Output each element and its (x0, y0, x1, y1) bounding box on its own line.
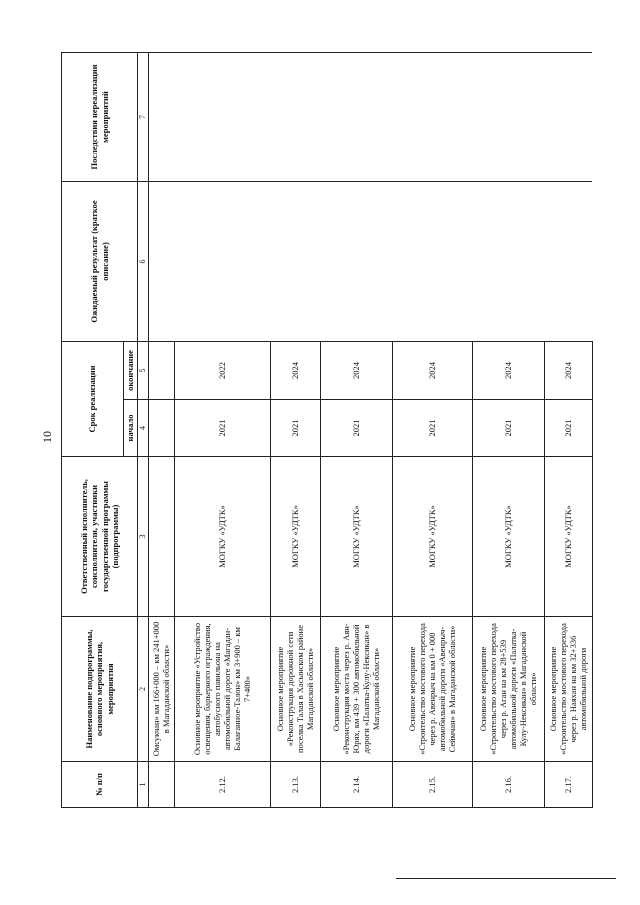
row-end: 2024 (392, 342, 472, 400)
header-name: Наименование подпрограммы, основного мероприятия, мероприятия (62, 617, 138, 762)
row-executor: МОГКУ «УДТК» (270, 457, 320, 617)
col-number-2: 2 (138, 617, 149, 762)
col-number-3: 3 (138, 457, 149, 617)
continuation-row (148, 53, 174, 808)
row-start: 2021 (320, 400, 392, 457)
page-number: 10 (40, 431, 54, 443)
row-num: 2.17. (544, 762, 592, 808)
row-end: 2024 (544, 342, 592, 400)
row-executor: МОГКУ «УДТК» (174, 457, 270, 617)
row-end: 2022 (174, 342, 270, 400)
continuation-executor (148, 457, 174, 617)
col-number-5: 5 (138, 342, 149, 400)
row-executor: МОГКУ «УДТК» (320, 457, 392, 617)
header-executor: Ответственный исполнитель, соисполнители, участники государственной программы (подпрограммы) (62, 457, 138, 617)
row-num: 2.16. (472, 762, 544, 808)
row-start: 2021 (392, 400, 472, 457)
row-name: Основное мероприятие «Устройство освещения, барьерного ограждения, автобусного павильона на автомобильной дороге «Магадан-Балаганное-Талон» км 3+900 – км 7+400» (174, 617, 270, 762)
continuation-start (148, 400, 174, 457)
row-name: Основное мероприятие «Реконструкция моста через р. Аян-Юрях, км 439 + 300 автомобильной дороги «Палатка-Кулу-Нексикан» в Магаданской области» (320, 617, 392, 762)
col-number-4: 4 (138, 400, 149, 457)
row-name: Основное мероприятие «Строительство мостового перехода через р. Аган на км 28+539 автомобильной дороги «Палатка-Кулу-Нексикан» в Магаданской области» (472, 617, 544, 762)
row-num: 2.14. (320, 762, 392, 808)
row-start: 2021 (174, 400, 270, 457)
col-number-7: 7 (138, 53, 149, 182)
col-number-1: 1 (138, 762, 149, 808)
continuation-end (148, 342, 174, 400)
row-num: 2.13. (270, 762, 320, 808)
header-row (62, 53, 124, 808)
row-end: 2024 (270, 342, 320, 400)
header-start: начало (124, 400, 138, 457)
header-num: № п/п (62, 762, 138, 808)
row-name: Основное мероприятие «Строительство мостового перехода через р. Наяхан на км 32+336 автомобильной дороги (544, 617, 592, 762)
row-executor: МОГКУ «УДТК» (544, 457, 592, 617)
footer-rule (396, 878, 616, 879)
row-name: Основное мероприятие «Реконструкция дорожной сети поселка Талая в Хасынском районе Магаданской области» (270, 617, 320, 762)
row-executor: МОГКУ «УДТК» (472, 457, 544, 617)
header-consequences: Последствия нереализации мероприятий (62, 53, 138, 182)
row-num: 2.15. (392, 762, 472, 808)
row-end: 2024 (320, 342, 392, 400)
header-term: Срок реализации (62, 342, 124, 457)
row-start: 2021 (270, 400, 320, 457)
measures-table (61, 52, 593, 808)
header-result: Ожидаемый результат (краткое описание) (62, 182, 138, 342)
row-num: 2.12. (174, 762, 270, 808)
row-start: 2021 (544, 400, 592, 457)
column-number-row (138, 53, 149, 808)
row-executor: МОГКУ «УДТК» (392, 457, 472, 617)
row-end: 2024 (472, 342, 544, 400)
continuation-name: Омсукчан» км 166+000 – км 241+000 в Магаданской области» (148, 617, 174, 762)
consequences-blank-column (148, 53, 592, 182)
continuation-num (148, 762, 174, 808)
row-name: Основное мероприятие «Строительство мостового перехода через р. Авенрыч на км 0 + 000 автомобильной дороги «Авенрыч-Сеймчан» в Магаданской области» (392, 617, 472, 762)
row-start: 2021 (472, 400, 544, 457)
col-number-6: 6 (138, 182, 149, 342)
result-blank-column (148, 182, 592, 342)
header-end: окончание (124, 342, 138, 400)
